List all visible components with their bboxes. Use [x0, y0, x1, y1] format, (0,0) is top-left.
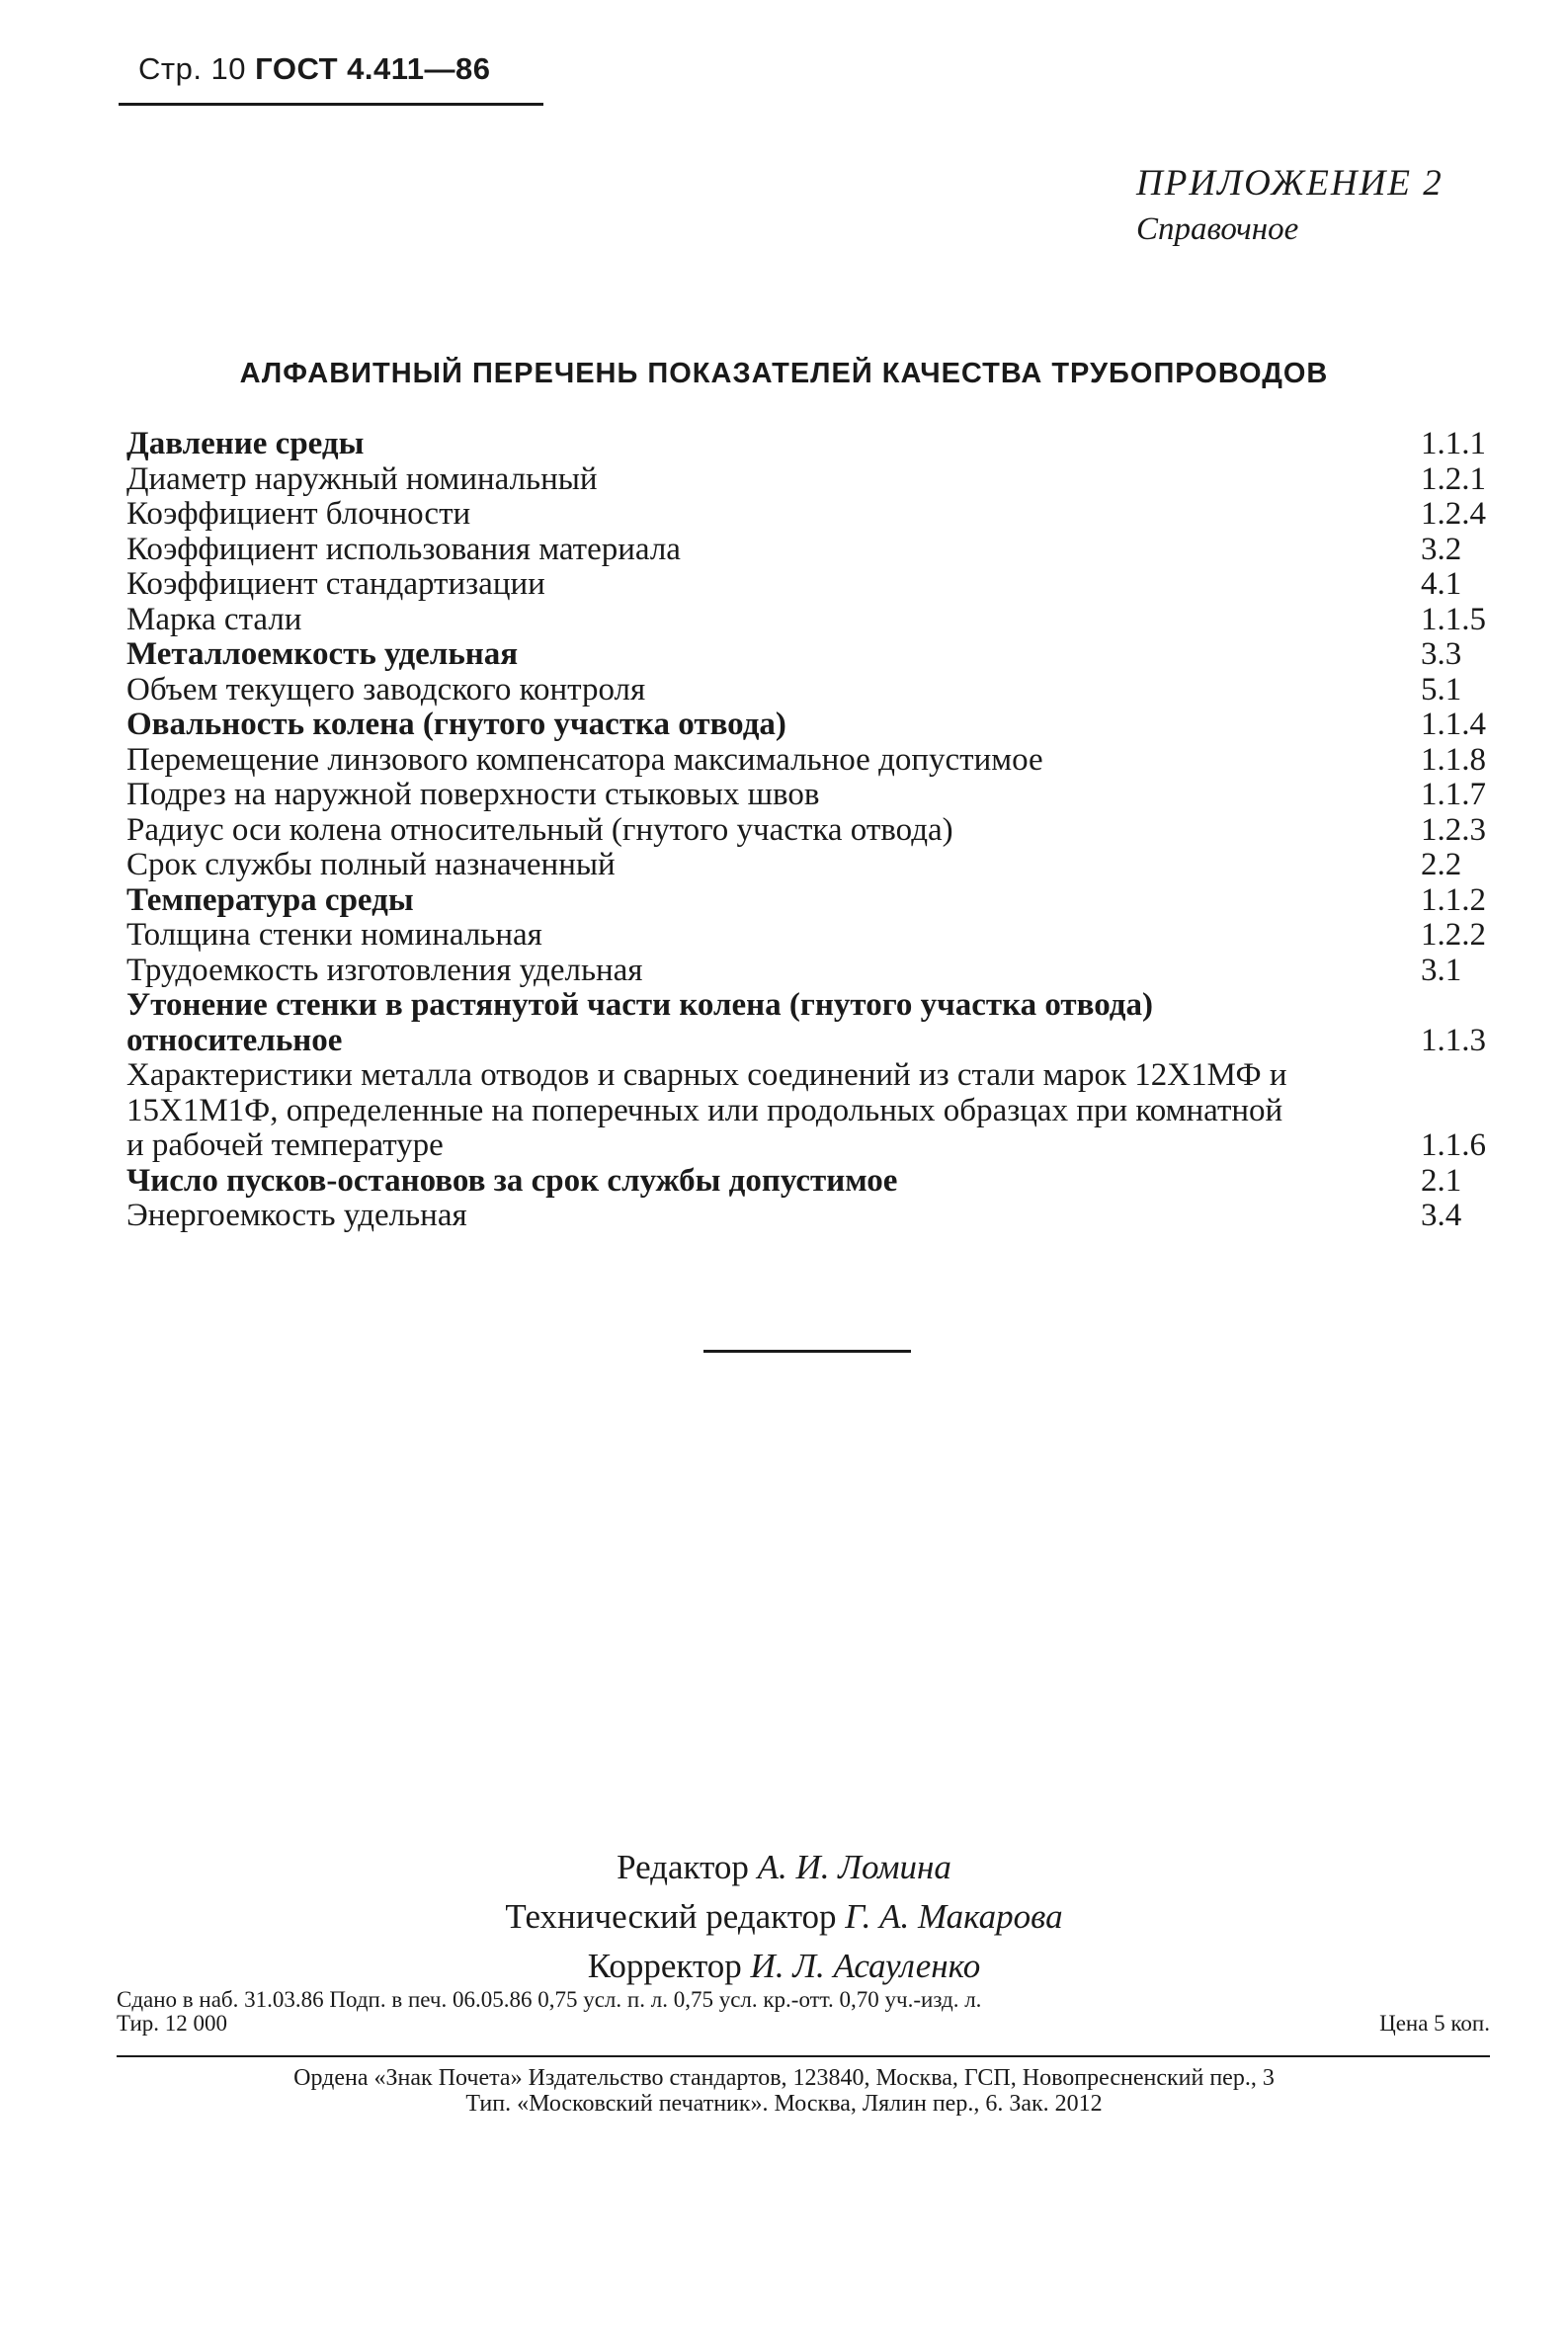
- index-reference: 1.2.1: [1421, 460, 1486, 497]
- index-term: Объем текущего заводского контроля: [126, 671, 646, 707]
- index-row: [126, 883, 1500, 919]
- index-term: Давление среды: [126, 426, 365, 461]
- index-row: [126, 743, 1500, 779]
- credit-role: Редактор: [617, 1848, 749, 1886]
- index-reference: 1.1.6: [1421, 1127, 1486, 1163]
- index-row: [126, 954, 1500, 989]
- index-row: [126, 707, 1500, 743]
- index-reference: 3.4: [1421, 1198, 1462, 1233]
- index-reference: 5.1: [1421, 671, 1462, 707]
- price: Цена 5 коп.: [1379, 2011, 1490, 2036]
- index-row: [126, 533, 1500, 568]
- index-term: Перемещение линзового компенсатора максимальное допустимое: [126, 741, 1043, 778]
- index-row: [126, 1199, 1500, 1234]
- index-reference: 2.1: [1421, 1162, 1462, 1199]
- index-row: [126, 988, 1500, 1058]
- header-rule: [119, 103, 543, 106]
- index-row: [126, 497, 1500, 533]
- index-term: Металлоемкость удельная: [126, 636, 519, 672]
- publisher-block: [0, 2065, 1568, 2117]
- index-term: Срок службы полный назначенный: [126, 847, 616, 882]
- section-divider: [703, 1350, 911, 1353]
- credit-name: И. Л. Асауленко: [750, 1947, 981, 1985]
- index-term: Трудоемкость изготовления удельная: [126, 952, 643, 988]
- index-reference: 1.2.4: [1421, 496, 1486, 532]
- standard-code: ГОСТ 4.411—86: [255, 51, 491, 86]
- index-row: [126, 603, 1500, 638]
- index-reference: 1.2.2: [1421, 917, 1486, 953]
- index-row: [126, 1058, 1500, 1164]
- index-reference: 1.1.7: [1421, 777, 1486, 812]
- alphabetical-index: [126, 427, 1500, 1234]
- index-term: Марка стали: [126, 601, 302, 637]
- index-row: [126, 813, 1500, 849]
- index-term: Число пусков-остановов за срок службы допустимое: [126, 1162, 898, 1199]
- index-term: Толщина стенки номинальная: [126, 917, 542, 953]
- credit-role: Технический редактор: [505, 1897, 837, 1936]
- imprint-rule: [117, 2055, 1490, 2057]
- index-row: [126, 1164, 1500, 1200]
- index-term: Коэффициент стандартизации: [126, 566, 545, 602]
- index-reference: 1.1.4: [1421, 707, 1486, 742]
- index-reference: 2.2: [1421, 847, 1462, 882]
- credits-block: [0, 1843, 1568, 1991]
- index-reference: 3.2: [1421, 531, 1462, 567]
- index-reference: 1.1.5: [1421, 601, 1486, 637]
- index-term: Диаметр наружный номинальный: [126, 460, 598, 497]
- index-row: [126, 778, 1500, 813]
- index-reference: 1.1.8: [1421, 741, 1486, 778]
- index-reference: 1.1.2: [1421, 881, 1486, 918]
- index-reference: 3.1: [1421, 952, 1462, 988]
- running-header: [138, 51, 490, 87]
- credit-name: Г. А. Макарова: [845, 1897, 1063, 1936]
- credit-line: [0, 1843, 1568, 1892]
- index-term: Характеристики металла отводов и сварных соединений из стали марок 12Х1МФ и 15Х1М1Ф, определенные на поперечных или продольных образцах при комнатной и рабочей температуре: [126, 1057, 1287, 1163]
- index-row: [126, 673, 1500, 708]
- index-term: Температура среды: [126, 881, 414, 918]
- index-term: Утонение стенки в растянутой части колена (гнутого участка отвода) относительное: [126, 987, 1153, 1058]
- index-row: [126, 637, 1500, 673]
- imprint-block: [117, 1988, 1490, 2036]
- index-row: [126, 918, 1500, 954]
- publisher-line: Ордена «Знак Почета» Издательство стандартов, 123840, Москва, ГСП, Новопресненский пер., 3: [293, 2065, 1275, 2091]
- imprint-line: Сдано в наб. 31.03.86 Подп. в печ. 06.05.86 0,75 усл. п. л. 0,75 усл. кр.-отт. 0,70 уч.-изд. л.: [117, 1987, 982, 2012]
- index-reference: 4.1: [1421, 566, 1462, 602]
- index-row: [126, 462, 1500, 498]
- index-term: Коэффициент блочности: [126, 496, 471, 532]
- printer-line: Тип. «Московский печатник». Москва, Лялин пер., 6. Зак. 2012: [465, 2091, 1103, 2117]
- index-term: Подрез на наружной поверхности стыковых швов: [126, 777, 820, 812]
- index-row: [126, 848, 1500, 883]
- index-reference: 1.1.3: [1421, 1022, 1486, 1058]
- credit-line: [0, 1892, 1568, 1942]
- index-term: Радиус оси колена относительный (гнутого участка отвода): [126, 811, 953, 848]
- index-reference: 1.2.3: [1421, 811, 1486, 848]
- index-term: Овальность колена (гнутого участка отвода): [126, 707, 786, 742]
- appendix-subtitle: Справочное: [1136, 211, 1299, 247]
- circulation: Тир. 12 000: [117, 2011, 228, 2036]
- page-number: Стр. 10: [138, 51, 247, 86]
- appendix-title: ПРИЛОЖЕНИЕ 2: [1136, 163, 1444, 204]
- index-term: Энергоемкость удельная: [126, 1198, 467, 1233]
- document-title: АЛФАВИТНЫЙ ПЕРЕЧЕНЬ ПОКАЗАТЕЛЕЙ КАЧЕСТВА ТРУБОПРОВОДОВ: [239, 358, 1329, 389]
- credit-line: [0, 1942, 1568, 1991]
- credit-role: Корректор: [587, 1947, 742, 1985]
- credit-name: А. И. Ломина: [757, 1848, 951, 1886]
- index-reference: 1.1.1: [1421, 426, 1486, 461]
- index-row: [126, 567, 1500, 603]
- index-term: Коэффициент использования материала: [126, 531, 681, 567]
- imprint-line-2: [117, 2012, 1490, 2036]
- index-reference: 3.3: [1421, 636, 1462, 672]
- index-row: [126, 427, 1500, 462]
